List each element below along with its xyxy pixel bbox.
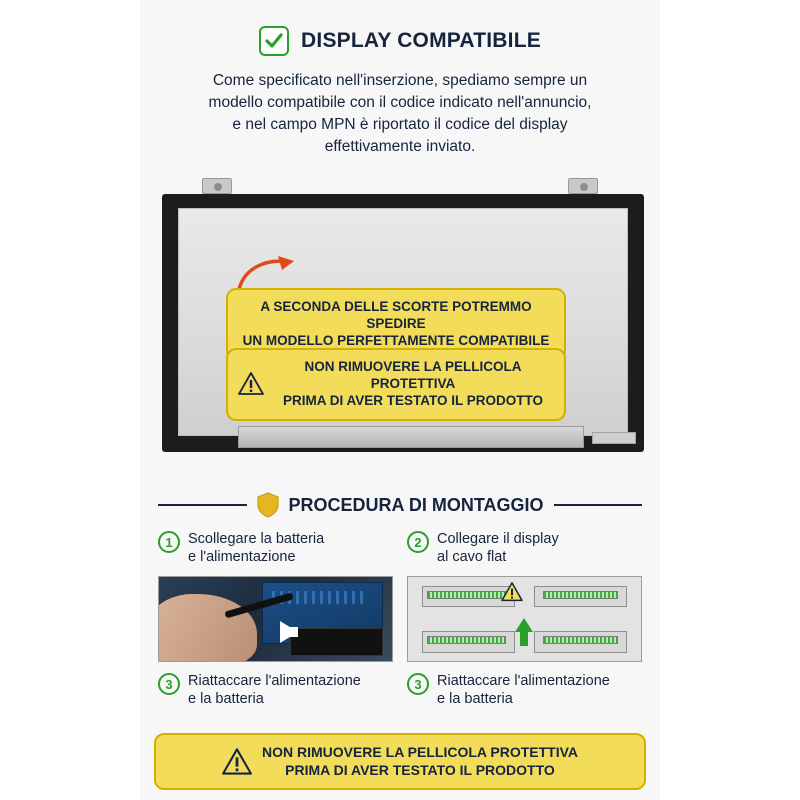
footer-warning-line-2: PRIMA DI AVER TESTATO IL PRODOTTO: [285, 761, 555, 778]
procedure-header: [158, 492, 642, 518]
green-arrow-icon: [515, 618, 533, 632]
panel-bracket-right: [568, 178, 598, 194]
procedure-steps: [158, 530, 642, 709]
flat-cable-graphic-b: [543, 591, 618, 599]
step-1: [158, 530, 393, 566]
step-number: 2: [407, 531, 429, 553]
step-text-line-1: Collegare il display: [437, 531, 559, 547]
step-3-left: [158, 672, 393, 708]
green-check-icon: [259, 26, 289, 56]
film-warning-line-1: NON RIMUOVERE LA PELLICOLA PROTETTIVA: [304, 359, 522, 391]
divider-right: [554, 504, 643, 506]
step-number: 3: [407, 673, 429, 695]
panel-bracket-left: [202, 178, 232, 194]
divider-left: [158, 504, 247, 506]
panel-connector-strip: [592, 432, 636, 444]
step-number: 1: [158, 531, 180, 553]
step-text-line-2: e la batteria: [188, 691, 264, 708]
intro-paragraph: [162, 70, 638, 158]
warning-triangle-icon: [501, 582, 523, 602]
step-text-line-1: Scollegare la batteria: [188, 531, 325, 547]
warning-triangle-icon: [238, 372, 264, 396]
product-info-card: [140, 0, 660, 800]
step-text: [188, 672, 361, 708]
film-warning-callout: [226, 348, 566, 421]
panel-bottom-strip: [238, 426, 584, 448]
intro-line-1: Come specificato nell'inserzione, spediamo sempre un: [212, 72, 588, 89]
step-2: [407, 530, 642, 566]
procedure-title: PROCEDURA DI MONTAGGIO: [288, 494, 544, 515]
step-3-right: [407, 672, 642, 708]
step-text: [188, 530, 324, 566]
battery-graphic: [290, 628, 383, 657]
display-panel-illustration: [154, 176, 646, 476]
compatibility-callout-line-2: UN MODELLO PERFETTAMENTE COMPATIBILE: [242, 332, 550, 348]
step-1-photo: [158, 576, 393, 662]
step-number: 3: [158, 673, 180, 695]
step-text-line-1: Riattaccare l'alimentazione: [437, 673, 610, 690]
shield-icon: [257, 492, 279, 518]
intro-line-2: modello compatibile con il codice indicato nell'annuncio,: [208, 94, 592, 111]
step-text: [437, 530, 559, 566]
footer-warning-line-1: NON RIMUOVERE LA PELLICOLA PROTETTIVA: [261, 744, 579, 760]
step-text: [437, 672, 610, 708]
intro-line-3: e nel campo MPN è riportato il codice del display: [232, 116, 568, 133]
hand-graphic: [158, 594, 257, 662]
intro-line-4: effettivamente inviato.: [324, 138, 476, 155]
flat-cable-graphic-d: [543, 636, 618, 644]
header: [140, 0, 660, 56]
step-2-photo: [407, 576, 642, 662]
footer-warning-banner: [154, 733, 646, 790]
step-text-line-1: Riattaccare l'alimentazione: [188, 673, 361, 690]
flat-cable-graphic-c: [427, 636, 506, 644]
white-arrow-icon: [280, 621, 298, 643]
step-text-line-2: al cavo flat: [437, 549, 507, 566]
compatibility-callout-line-1: A SECONDA DELLE SCORTE POTREMMO SPEDIRE: [260, 299, 532, 331]
page-title: DISPLAY COMPATIBILE: [301, 29, 541, 52]
step-text-line-2: e la batteria: [437, 691, 513, 708]
warning-triangle-icon: [222, 748, 252, 776]
step-text-line-2: e l'alimentazione: [188, 549, 296, 566]
flat-cable-graphic-a: [427, 591, 506, 599]
film-warning-line-2: PRIMA DI AVER TESTATO IL PRODOTTO: [282, 392, 543, 408]
